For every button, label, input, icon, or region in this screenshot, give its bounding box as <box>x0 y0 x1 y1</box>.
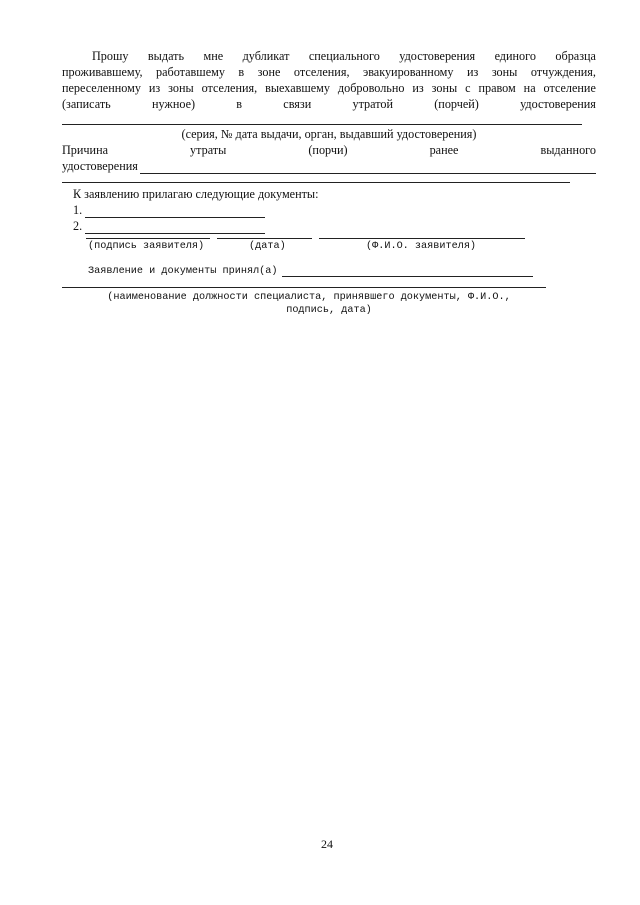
word: ранее <box>429 143 459 157</box>
request-line-4 <box>62 96 596 112</box>
accepted-label: Заявление и документы принял(а) <box>88 266 278 277</box>
attachment-field-2[interactable] <box>85 222 265 234</box>
word: отселение <box>543 81 596 95</box>
word: зоны <box>168 81 194 95</box>
word: (порчи) <box>308 143 348 157</box>
word: с <box>465 81 471 95</box>
reason-continuation-line[interactable] <box>62 182 570 183</box>
specialist-line[interactable] <box>62 287 546 288</box>
request-line-2 <box>62 64 596 80</box>
word: отселения, <box>201 81 258 95</box>
attachment-item-2 <box>73 218 319 234</box>
word: выехавшему <box>265 81 330 95</box>
word: зоны <box>491 65 518 79</box>
word: дубликат <box>242 49 290 63</box>
certificate-caption: (серия, № дата выдачи, орган, выдавший удостоверения) <box>181 127 477 141</box>
signature-label: (подпись заявителя) <box>88 241 205 252</box>
word: из <box>148 81 161 95</box>
word: связи <box>283 97 312 111</box>
word: Причина <box>62 143 109 157</box>
word: образца <box>555 49 596 63</box>
reason-line-1 <box>62 142 596 158</box>
word: переселенному <box>62 81 141 95</box>
word: работавшему <box>156 65 225 79</box>
attachments-heading: К заявлению прилагаю следующие документы: <box>73 187 319 201</box>
attachment-number: 2. <box>73 219 83 233</box>
reason-field[interactable] <box>140 162 596 174</box>
date-label: (дата) <box>249 241 286 252</box>
word: правом <box>478 81 516 95</box>
word: мне <box>203 49 224 63</box>
word: проживавшему, <box>62 65 143 79</box>
word: эвакуированному <box>362 65 454 79</box>
request-paragraph <box>62 48 596 112</box>
word: из <box>412 81 424 95</box>
full-name-field[interactable] <box>319 238 525 239</box>
word: добровольно <box>337 81 405 95</box>
word: единого <box>494 49 536 63</box>
reason-line-2 <box>62 158 596 174</box>
word: (записать <box>62 97 111 111</box>
reason-label: удостоверения <box>62 159 138 173</box>
page-number: 24 <box>321 837 333 851</box>
specialist-note-line-2: подпись, дата) <box>286 305 372 316</box>
attachment-number: 1. <box>73 203 83 217</box>
word: в <box>238 65 245 79</box>
word: выдать <box>147 49 185 63</box>
full-name-label: (Ф.И.О. заявителя) <box>366 241 477 252</box>
attachment-item-1 <box>73 202 319 218</box>
word: зоне <box>257 65 281 79</box>
accepted-field[interactable] <box>282 266 533 277</box>
word: на <box>523 81 536 95</box>
word: выданного <box>540 143 596 157</box>
word: отчуждения, <box>530 65 596 79</box>
word: нужное) <box>151 97 196 111</box>
word: отселения, <box>293 65 350 79</box>
word: удостоверения <box>399 49 476 63</box>
signature-field[interactable] <box>86 238 210 239</box>
request-line-1 <box>62 48 596 64</box>
reason-block <box>62 142 596 174</box>
attachment-field-1[interactable] <box>85 206 265 218</box>
word: удостоверения <box>520 97 596 111</box>
word: Прошу <box>92 49 129 63</box>
word: утратой <box>352 97 394 111</box>
attachments-block <box>73 186 319 234</box>
specialist-note-line-1: (наименование должности специалиста, принявшего документы, Ф.И.О., <box>107 292 511 303</box>
word: специального <box>308 49 380 63</box>
word: в <box>236 97 243 111</box>
word: из <box>466 65 479 79</box>
accepted-row <box>88 266 533 277</box>
date-field[interactable] <box>217 238 312 239</box>
word: зоны <box>431 81 458 95</box>
certificate-details-line[interactable] <box>62 124 582 125</box>
word: (порчей) <box>434 97 479 111</box>
word: утраты <box>190 143 227 157</box>
specialist-note <box>62 291 596 317</box>
request-line-3 <box>62 80 596 96</box>
